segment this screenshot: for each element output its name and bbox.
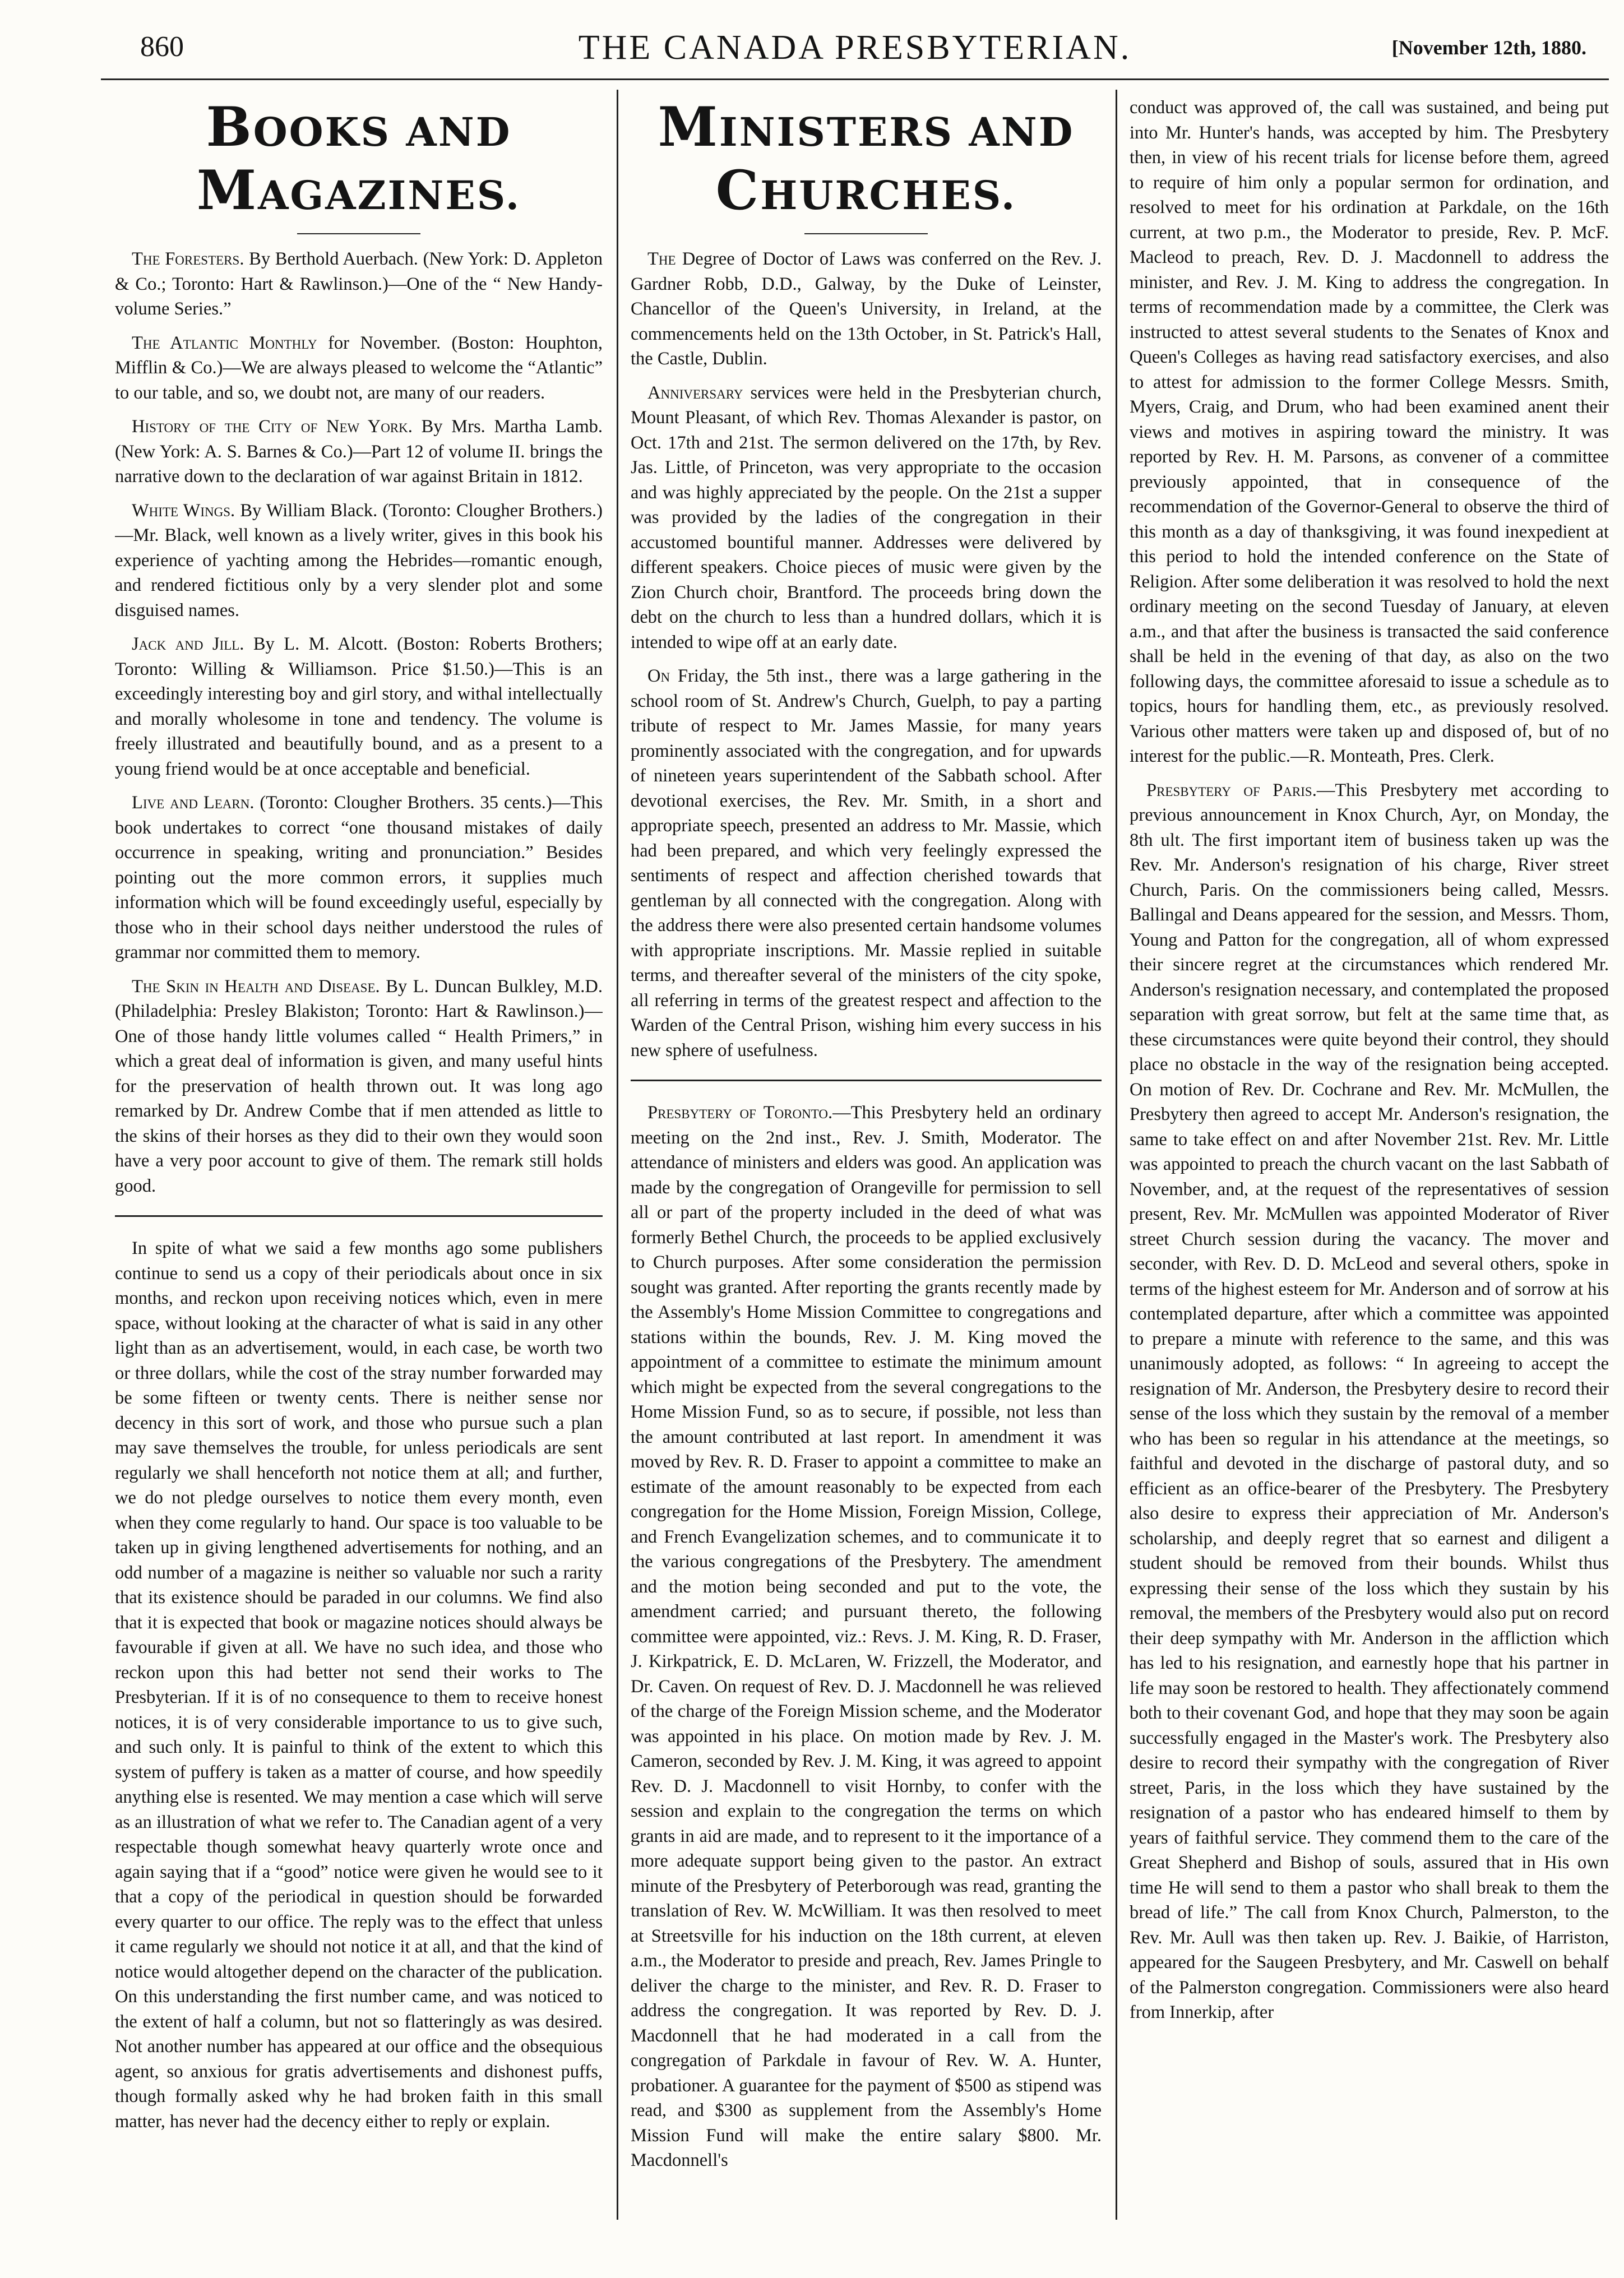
column-continued — [1130, 95, 1609, 2203]
page-number: 860 — [140, 31, 184, 63]
book-notice: The Atlantic Monthly for November. (Boston: Houphton, Mifflin & Co.)—We are always pleased to welcome the “Atlantic” to our table, and so, we doubt not, are many of our readers. — [115, 332, 603, 403]
column-books — [115, 95, 603, 2203]
presbytery-report-continued: conduct was approved of, the call was sustained, and being put into Mr. Hunter's hands, was accepted by him. The Presbytery then, in view of his recent trials for license before them, agreed to require of him only a popular sermon for ordination, and resolved to meet for his ordination at Parkdale, on the 16th current, at two p.m., the Moderator to preside, Rev. P. McF. Macleod to preach, Rev. D. J. Macdonnell to address the minister, and Rev. J. M. King to address the congregation. In terms of recommendation made by a committee, the Clerk was instructed to attest several students to the Senates of Knox and Queen's Colleges as having read satisfactory exercises, and also to attest for admission to the former College Messrs. Smith, Myers, Craig, and Drum, who had been examined anent their views and motives in aspiring toward the ministry. It was reported by Rev. H. M. Parsons, as convener of a committee previously appointed, that in consequence of the recommendation of the Governor-General to observe the third of this month as a day of thanksgiving, it was found inexpedient at this period to hold the intended conference on the State of Religion. After some deliberation it was resolved to hold the next ordinary meeting on the second Tuesday of January, at eleven a.m., and that after the business is transacted the said conference shall be held in the evening of that day, as also on the two following days, the committee aforesaid to issue a schedule as to topics, hours for handling them, etc., as previously resolved. Various other matters were taken up and disposed of, but of no interest for the public.—R. Monteath, Pres. Clerk. — [1130, 98, 1609, 766]
section-separator — [631, 1080, 1102, 1081]
heading-rule — [804, 233, 928, 234]
editorial-paragraph: In spite of what we said a few months ago some publishers continue to send us a copy of their periodicals about once in six months, and reckon upon receiving notices which, even in mere space, without looking at the character of what is said in any other light than as an advertisement, would, in each case, be worth two or three dollars, while the cost of the stray number forwarded may be some fifteen or twenty cents. There is neither sense nor decency in this sort of work, and those who pursue such a plan may save themselves the trouble, for unless periodicals are sent regularly we shall henceforth not notice them at all; and further, we do not pledge ourselves to notice them every month, even when they come regularly to hand. Our space is too valuable to be taken up in giving lengthened advertisements for nothing, and an odd number of a magazine is neither so valuable nor such a rarity that its existence should be paraded in our columns. We find also that it is expected that book or magazine notices should always be favourable if given at all. We have no such idea, and those who reckon upon this had better not send their works to The Presbyterian. If it is of no consequence to them to receive honest notices, it is of very considerable importance to us to give such, and such only. It is painful to think of the extent to which this system of puffery is taken as a matter of course, and how speedily anything else is resented. We may mention a case which will serve as an illustration of what we refer to. The Canadian agent of a very respectable though somewhat heavy quarterly wrote once and again saying that if a “good” notice were given he would see to it that a copy of the periodical in question should be forwarded every quarter to our office. The reply was to the effect that unless it came regularly we should not notice it at all, and that the kind of notice would altogether depend on the character of the publication. On this understanding the first number came, and was noticed to the extent of half a column, but not so flatteringly as was desired. Not another number has appeared at our office and the obsequious agent, so anxious for gratis advertisements and dishonest puffs, though formally asked why he had broken faith in this small matter, has never had the decency either to reply or explain. — [115, 1238, 603, 2132]
column-ministers — [631, 95, 1102, 2203]
church-news-item: On Friday, the 5th inst., there was a large gathering in the school room of St. Andrew's Church, Guelph, to pay a parting tribute of respect to Mr. James Massie, for many years prominently associated with the congregation, and for upwards of nineteen years superintendent of the Sabbath school. After devotional exercises, the Rev. Mr. Smith, in a short and appropriate speech, presented an address to Mr. Massie, which had been prepared, and which very feelingly expressed the sentiments of respect and affection cherished towards that gentleman by all connected with the congregation. Along with the address there were also presented certain handsome volumes with appropriate inscriptions. Mr. Massie replied in suitable terms, and thereafter several of the ministers of the city spoke, all referring in terms of the greatest respect and affection to the Warden of the Central Prison, wishing him every success in his new sphere of usefulness. — [631, 666, 1102, 1061]
church-news-item: The Degree of Doctor of Laws was conferred on the Rev. J. Gardner Robb, D.D., Galway, by the Duke of Leinster, Chancellor of the Queen's University, in Ireland, at the commencements held on the 13th October, in St. Patrick's Hall, the Castle, Dublin. — [631, 249, 1102, 369]
book-notice: The Foresters. By Berthold Auerbach. (New York: D. Appleton & Co.; Toronto: Hart & Rawlinson.)—One of the “ New Handy-volume Series.” — [115, 249, 603, 319]
ministers-section-heading: MINISTERS AND CHURCHES. — [658, 95, 1075, 222]
presbytery-report: Presbytery of Paris.—This Presbytery met according to previous announcement in Knox Church, Ayr, on Monday, the 8th ult. The first important item of business taken up was the Rev. Mr. Anderson's resignation of his charge, River street Church, Paris. On the commissioners being called, Messrs. Ballingal and Deans appeared for the session, and Messrs. Thom, Young and Patton for the congregation, all of whom expressed their sincere regret at the circumstances which rendered Mr. Anderson's resignation necessary, and contemplated the proposed separation with great sorrow, but felt at the same time that, as these circumstances were quite beyond their control, they should place no obstacle in the way of the resignation being accepted. On motion of Rev. Dr. Cochrane and Rev. Mr. McMullen, the Presbytery then agreed to accept Mr. Anderson's resignation, the same to take effect on and after November 21st. Rev. Mr. Little was appointed to preach the church vacant on the last Sabbath of November, and, at the request of the representatives of session present, Rev. Mr. McMullen was appointed Moderator of River street Church session during the vacancy. The mover and seconder, with Rev. D. D. McLeod and several others, spoke in terms of the highest esteem for Mr. Anderson and of sorrow at his contemplated departure, after which a committee was appointed to prepare a minute with reference to the same, and this was unanimously adopted, as follows: “ In agreeing to accept the resignation of Mr. Anderson, the Presbytery desire to record their sense of the loss which they sustain by the removal of a member who has been so regular in his attendance at the meetings, so faithful and devoted in the discharge of pastoral duty, and so efficient as an office-bearer of the Presbytery. The Presbytery also desire to express their appreciation of Mr. Anderson's scholarship, and deeply regret that so earnest and diligent a student should be removed from their bounds. Whilst thus expressing their sense of the loss which they sustain by his removal, the members of the Presbytery would also put on record their deep sympathy with Mr. Anderson in the affliction which has led to his resignation, and earnestly hope that his partner in life may soon be restored to health. They affectionately commend both to their covenant God, and hope that they may soon be again successfully engaged in the Master's work. The Presbytery also desire to record their sympathy with the congregation of River street, Paris, in the loss which they have sustained by the resignation of a pastor who has endeared himself to them by years of faithful service. They commend them to the care of the Great Shepherd and Bishop of souls, assured that in His own time He will send to them a pastor who shall break to them the bread of life.” The call from Knox Church, Palmerston, to the Rev. Mr. Aull was then taken up. Rev. J. Baikie, of Harriston, appeared for the Saugeen Presbytery, and Mr. Caswell on behalf of the Palmerston congregation. Commissioners were also heard from Innerkip, after — [1130, 780, 1609, 2022]
header-rule — [101, 78, 1609, 80]
issue-date: [November 12th, 1880. — [1391, 36, 1586, 59]
book-notice: White Wings. By William Black. (Toronto: Clougher Brothers.)—Mr. Black, well known as a lively writer, gives in this book his experience of yachting among the Hebrides—romantic enough, and rendered fictitious only by a very slender plot and some disguised names. — [115, 500, 603, 621]
column-divider-2 — [1116, 90, 1117, 2220]
book-notice: Live and Learn. (Toronto: Clougher Brothers. 35 cents.)—This book undertakes to correct “one thousand mistakes of daily occurrence in speaking, writing and pronunciation.” Besides pointing out the more common errors, it supplies much information which will be found exceedingly useful, especially by those who in their school days neither understood the rules of grammar nor committed them to memory. — [115, 793, 603, 962]
book-notice: The Skin in Health and Disease. By L. Duncan Bulkley, M.D. (Philadelphia: Presley Blakiston; Toronto: Hart & Rawlinson.)—One of those handy little volumes called “ Health Primers,” in which a great deal of information is given, and many useful hints for the preservation of health thrown out. It was long ago remarked by Dr. Andrew Combe that if men attended as little to the skins of their horses as they did to their own they would soon have a very poor account to give of them. The remark still holds good. — [115, 976, 603, 1196]
page-header — [101, 28, 1609, 73]
presbytery-report: Presbytery of Toronto.—This Presbytery held an ordinary meeting on the 2nd inst., Rev. J. Smith, Moderator. The attendance of ministers and elders was good. An application was made by the congregation of Orangeville for permission to sell all or part of the property included in the deed of what was formerly Bethel Church, the proceeds to be applied exclusively to Church purposes. After some consideration the permission sought was granted. After reporting the grants recently made by the Assembly's Home Mission Committee to congregations and stations within the bounds, Rev. J. M. King moved the appointment of a committee to estimate the minimum amount which might be expected from the several congregations to the Home Mission Fund, so as to secure, if possible, not less than the amount contributed at last report. In amendment it was moved by Rev. R. D. Fraser to appoint a committee to make an estimate of the amount reasonably to be expected from each congregation for the Home Mission, Foreign Mission, College, and French Evangelization schemes, and to communicate it to the various congregations of the Presbytery. The amendment and the motion being seconded and put to the vote, the amendment carried; and pursuant thereto, the following committee were appointed, viz.: Revs. J. M. King, R. D. Fraser, J. Kirkpatrick, E. D. McLaren, W. Frizzell, the Moderator, and Dr. Caven. On request of Rev. D. J. Macdonnell he was relieved of the charge of the Foreign Mission scheme, and the Moderator was appointed in his place. On motion made by Rev. J. M. Cameron, seconded by Rev. J. M. King, it was agreed to appoint Rev. D. J. Macdonnell to visit Hornby, to confer with the session and explain to the congregation the terms on which grants in aid are made, and to represent to it the importance of a more adequate support being given to the pastor. An extract minute of the Presbytery of Peterborough was read, granting the translation of Rev. W. McWilliam. It was then resolved to meet at Streetsville for his induction on the 18th current, at eleven a.m., the Moderator to preside and preach, Rev. James Pringle to deliver the charge to the minister, and Rev. R. D. Fraser to address the congregation. It was reported by Rev. D. J. Macdonnell that he had moderated in a call from the congregation of Parkdale in favour of Rev. W. A. Hunter, probationer. A guarantee for the payment of $500 as stipend was read, and $300 as supplement from the Assembly's Home Mission Fund will make the entire salary $800. Mr. Macdonnell's — [631, 1103, 1102, 2170]
section-separator — [115, 1215, 603, 1217]
column-divider-1 — [617, 90, 618, 2220]
book-notice: History of the City of New York. By Mrs. Martha Lamb. (New York: A. S. Barnes & Co.)—Part 12 of volume II. brings the narrative down to the declaration of war against Britain in 1812. — [115, 416, 603, 487]
book-notice: Jack and Jill. By L. M. Alcott. (Boston: Roberts Brothers; Toronto: Willing & Williamson. Price $1.50.)—This is an exceedingly interesting boy and girl story, and withal intellectually and morally wholesome in tone and tendency. The volume is freely illustrated and beautifully bound, and as a present to a young friend would be at once acceptable and beneficial. — [115, 634, 603, 779]
newspaper-title: THE CANADA PRESBYTERIAN. — [578, 29, 1132, 67]
church-news-item: Anniversary services were held in the Presbyterian church, Mount Pleasant, of which Rev. Thomas Alexander is pastor, on Oct. 17th and 21st. The sermon delivered on the 17th, by Rev. Jas. Little, of Princeton, was very appropriate to the occasion and was highly appreciated by the people. On the 21st a supper was provided by the ladies of the congregation in their accustomed bountiful manner. Addresses were delivered by different speakers. Choice pieces of music were given by the Zion Church choir, Brantford. The proceeds bring down the debt on the church to less than a hundred dollars, which it is intended to wipe off at an early date. — [631, 382, 1102, 652]
books-section-heading: BOOKS AND MAGAZINES. — [196, 95, 521, 222]
heading-rule — [297, 233, 420, 234]
